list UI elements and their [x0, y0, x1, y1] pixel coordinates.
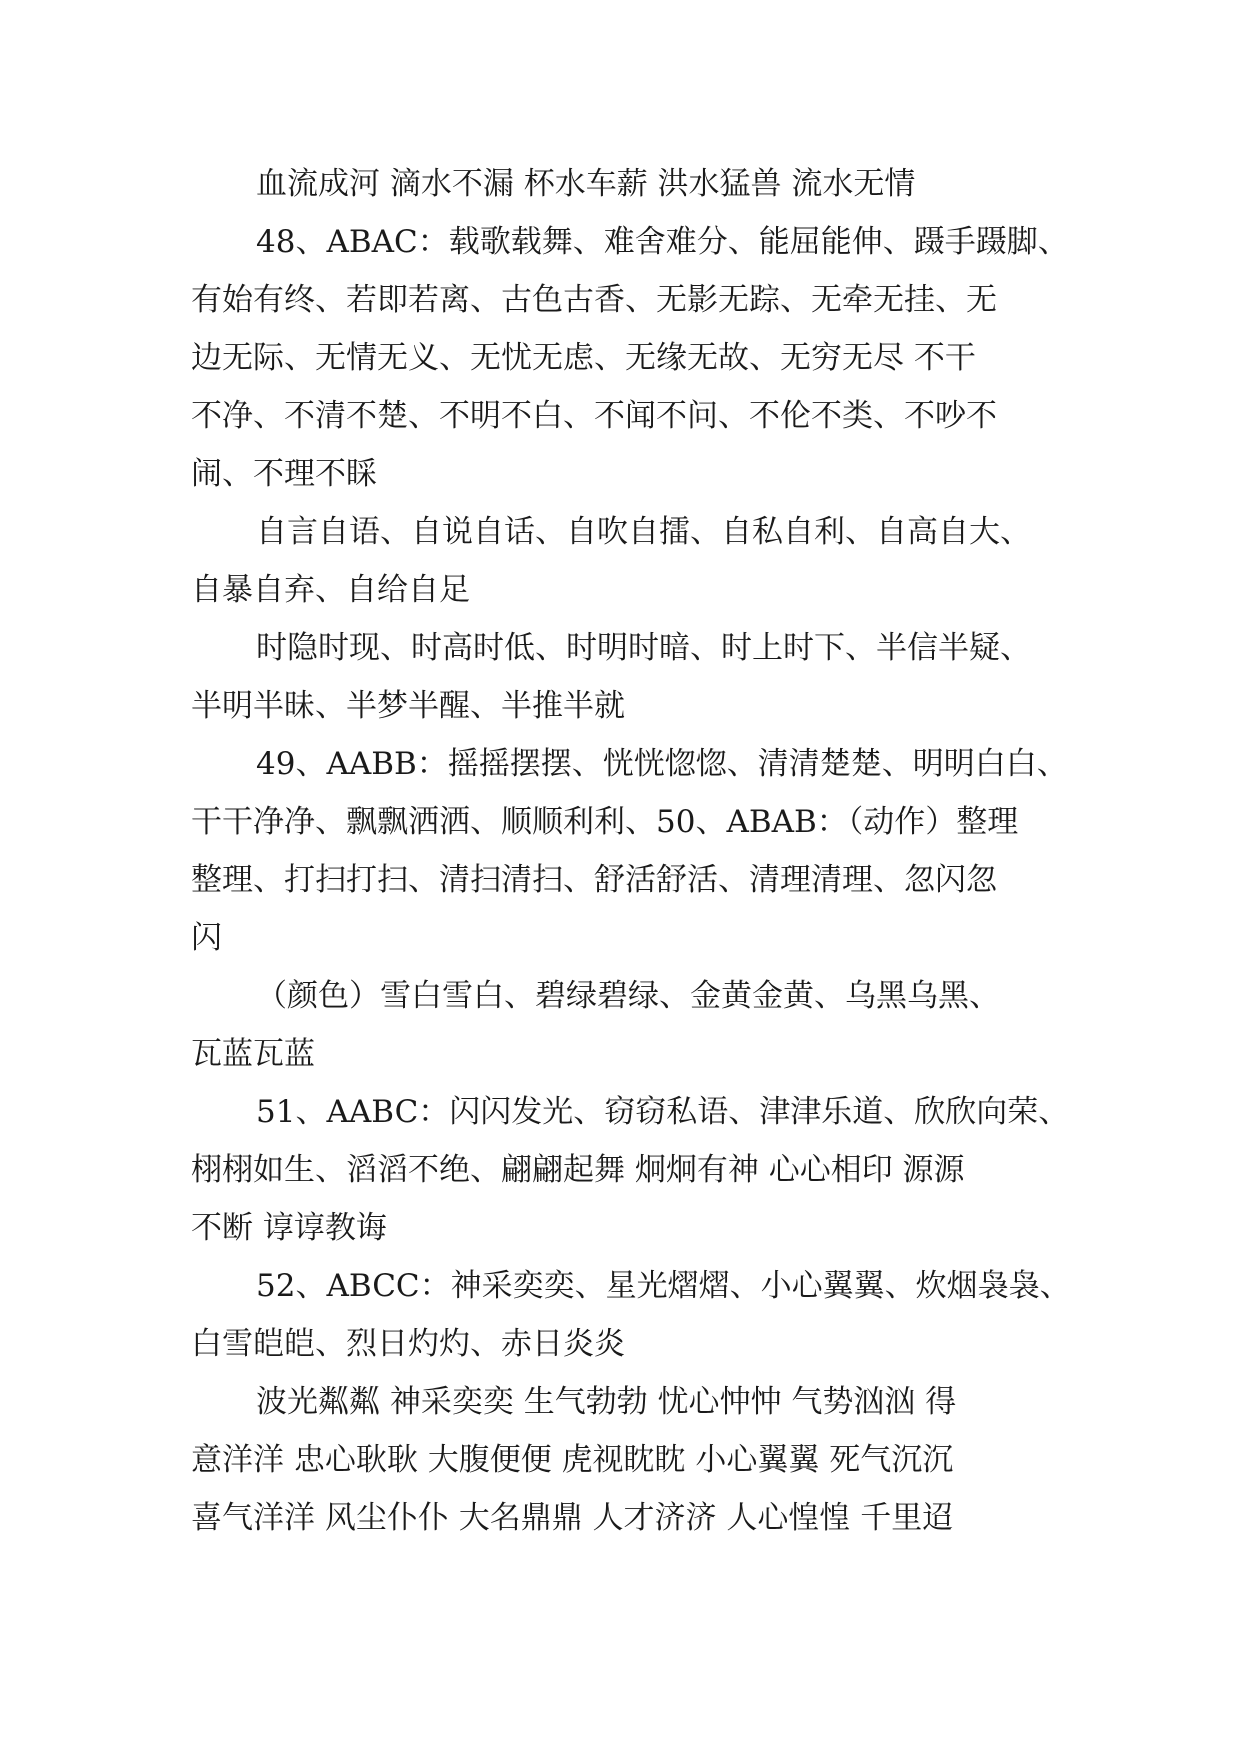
text-line: 瓦蓝瓦蓝	[191, 1036, 315, 1072]
text-line: 半明半昧、半梦半醒、半推半就	[191, 688, 625, 724]
text-line: 边无际、无情无义、无忧无虑、无缘无故、无穷无尽 不干	[191, 340, 976, 376]
text-line: 白雪皑皑、烈日灼灼、赤日炎炎	[191, 1326, 625, 1362]
text-line: 51、AABC：闪闪发光、窃窃私语、津津乐道、欣欣向荣、	[256, 1094, 1070, 1130]
text-line: 49、AABB：摇摇摆摆、恍恍惚惚、清清楚楚、明明白白、	[256, 746, 1068, 782]
text-line: 喜气洋洋 风尘仆仆 大名鼎鼎 人才济济 人心惶惶 千里迢	[191, 1500, 954, 1536]
text-line: （颜色）雪白雪白、碧绿碧绿、金黄金黄、乌黑乌黑、	[256, 978, 1000, 1014]
text-line: 有始有终、若即若离、古色古香、无影无踪、无牵无挂、无	[191, 282, 997, 318]
text-line: 不净、不清不楚、不明不白、不闻不问、不伦不类、不吵不	[191, 398, 997, 434]
text-line: 自言自语、自说自话、自吹自擂、自私自利、自高自大、	[256, 514, 1031, 550]
text-line: 自暴自弃、自给自足	[191, 572, 470, 608]
text-line: 血流成河 滴水不漏 杯水车薪 洪水猛兽 流水无情	[256, 166, 916, 202]
text-line: 52、ABCC：神采奕奕、星光熠熠、小心翼翼、炊烟袅袅、	[256, 1268, 1071, 1304]
text-line: 波光粼粼 神采奕奕 生气勃勃 忧心忡忡 气势汹汹 得	[256, 1384, 957, 1420]
text-line: 时隐时现、时高时低、时明时暗、时上时下、半信半疑、	[256, 630, 1031, 666]
text-line: 栩栩如生、滔滔不绝、翩翩起舞 炯炯有神 心心相印 源源	[191, 1152, 965, 1188]
text-line: 整理、打扫打扫、清扫清扫、舒活舒活、清理清理、忽闪忽	[191, 862, 997, 898]
text-line: 闪	[191, 920, 222, 956]
text-line: 48、ABAC：载歌载舞、难舍难分、能屈能伸、蹑手蹑脚、	[256, 224, 1069, 260]
text-line: 不断 谆谆教诲	[191, 1210, 387, 1246]
text-line: 干干净净、飘飘洒洒、顺顺利利、50、ABAB：（动作）整理	[191, 804, 1019, 840]
text-line: 意洋洋 忠心耿耿 大腹便便 虎视眈眈 小心翼翼 死气沉沉	[191, 1442, 954, 1478]
text-line: 闹、不理不睬	[191, 456, 377, 492]
